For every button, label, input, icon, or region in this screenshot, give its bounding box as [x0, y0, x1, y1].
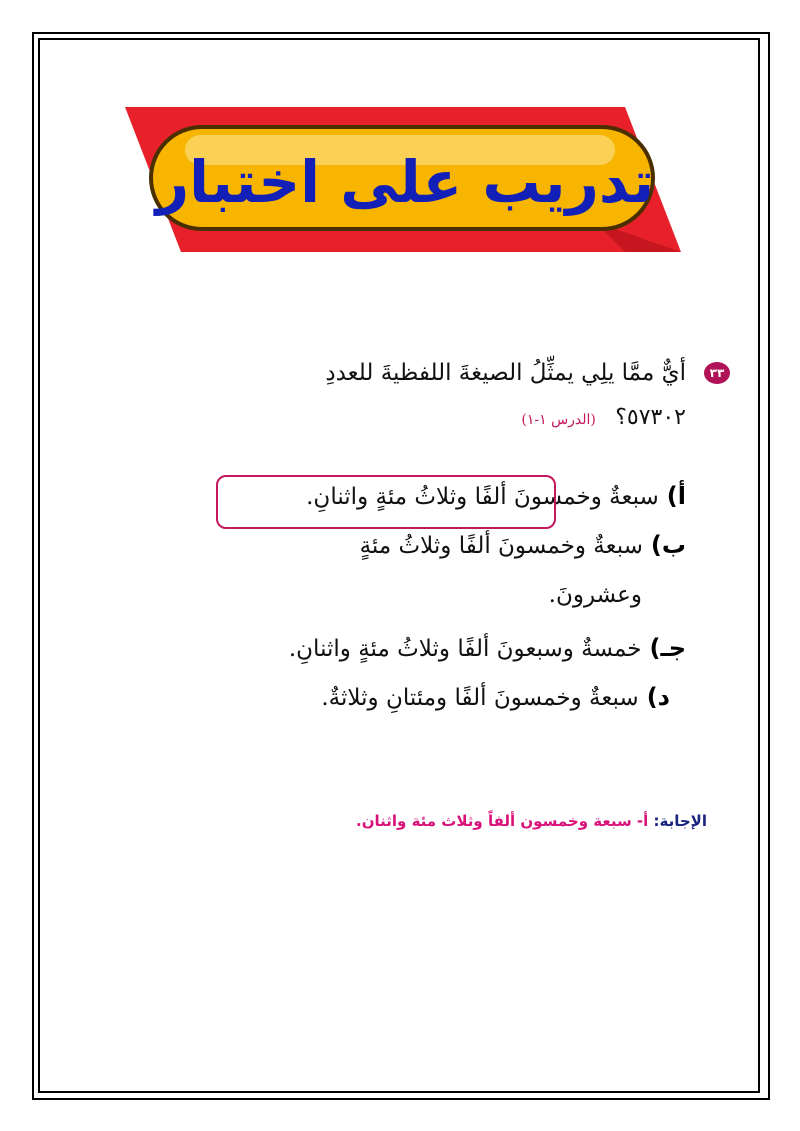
question-block [170, 350, 730, 750]
option-a-letter: أ) [666, 482, 686, 510]
option-b-text-cont: وعشرونَ. [548, 582, 642, 608]
option-c[interactable] [289, 631, 686, 666]
option-a-text: سبعةٌ وخمسونَ ألفًا وثلاثُ مئةٍ واثنانِ. [306, 484, 659, 510]
answer-text: أ- سبعة وخمسون ألفاً وثلاث مئة واثنان. [356, 812, 649, 830]
option-d-letter: د) [646, 683, 670, 711]
title-banner [125, 107, 681, 252]
option-b[interactable] [360, 528, 686, 563]
question-number-badge: ٣٣ [704, 362, 730, 384]
lesson-reference: (الدرس ١-١) [521, 412, 596, 428]
question-number-value: ٥٧٣٠٢؟ [615, 405, 686, 430]
option-c-letter: جـ) [649, 634, 686, 662]
correct-option-highlight [216, 475, 556, 529]
option-d-text: سبعةٌ وخمسونَ ألفًا ومئتانِ وثلاثةٌ. [321, 685, 639, 711]
question-text: أيٌّ ممَّا يلِي يمثِّلُ الصيغةَ اللفظيةَ للعددِ [325, 360, 686, 386]
option-c-text: خمسةٌ وسبعونَ ألفًا وثلاثُ مئةٍ واثنانِ. [288, 636, 642, 662]
banner-title: تدريب على اختبار [155, 148, 655, 216]
option-b-continued [549, 578, 642, 612]
answer-line [356, 812, 707, 830]
question-number-line [521, 400, 686, 437]
option-b-letter: ب) [650, 531, 686, 559]
option-b-text: سبعةٌ وخمسونَ ألفًا وثلاثُ مئةٍ [359, 533, 643, 559]
option-d[interactable] [321, 680, 670, 715]
answer-label: الإجابة: [653, 812, 707, 830]
